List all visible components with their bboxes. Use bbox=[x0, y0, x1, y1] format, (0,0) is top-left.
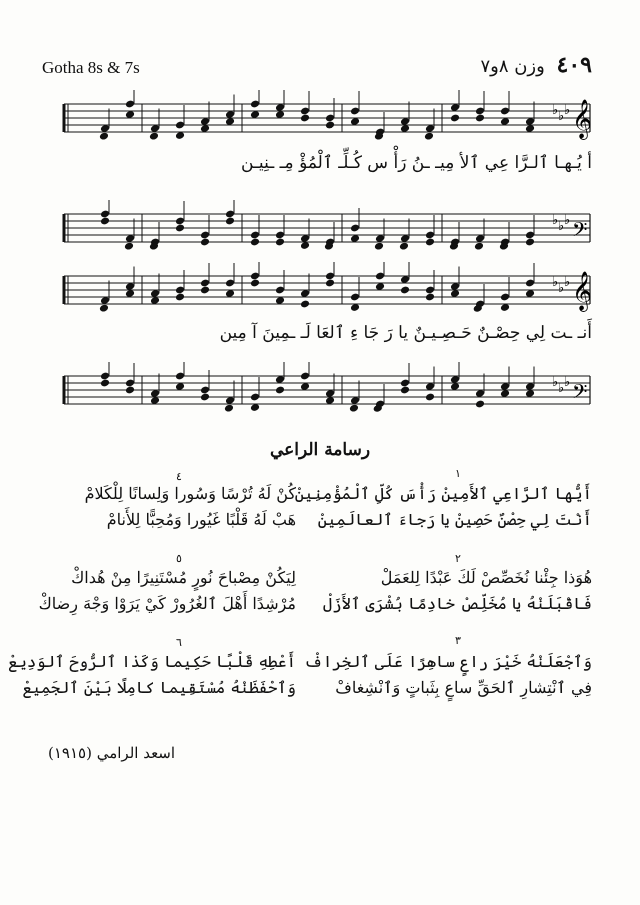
bass-staff-system-2 bbox=[0, 362, 640, 422]
note-head bbox=[400, 286, 410, 295]
verse-number-2: ٢ bbox=[455, 552, 461, 565]
meter-label: وزن ٨و٧ bbox=[480, 56, 545, 77]
note-head bbox=[100, 379, 110, 388]
hymn-title: رسامة الراعي bbox=[269, 440, 371, 460]
note-head bbox=[99, 132, 109, 141]
note-head bbox=[525, 238, 535, 247]
flat-icon: ♭ bbox=[564, 375, 571, 390]
note-head bbox=[100, 217, 110, 226]
note-head bbox=[275, 238, 285, 247]
verse-2-line-1: هُوَذا جِئْنا نُخَصِّصْ لَكَ عَبْدًا لِلعَمَلْ bbox=[380, 568, 592, 587]
page-header bbox=[480, 52, 592, 78]
verse-5-line-2: مُرْشِدًا أَهْلَ ٱلغُرُورْ كَيْ يَرَوْا وَجْهَ رِضاكْ bbox=[38, 594, 296, 613]
bass-clef-icon: 𝄢 bbox=[572, 380, 588, 408]
note-head bbox=[325, 279, 335, 288]
verse-number-4: ٤ bbox=[176, 470, 182, 483]
treble-clef-icon: 𝄞 bbox=[572, 271, 593, 311]
note-head bbox=[425, 393, 435, 402]
note-head bbox=[349, 404, 359, 413]
lyrics-line-1: أ يُـهـا ٱلـرَّا عِي ٱلأ مِيـ ـنُ رَأْ س كُـلِّـ ٱلْمُؤْ مِـ ـنِيـن bbox=[241, 153, 592, 173]
lyrics-line-2: أَنـ ـت لِي حِصْـنٌ حَـصِـيـنٌ يا رَ جَا ءِ ٱلعَا لَـ ـمِينَ آ مِين bbox=[219, 323, 592, 343]
verse-3-line-1: وَٱجْعَلَنْهُ خَيْرَ راعٍ ساهِرًا عَلَى ٱلخِرافْ bbox=[304, 652, 592, 671]
note-head bbox=[175, 293, 185, 302]
verse-4-line-2: هَبْ لَهُ قَلْبًا غَيُورا وَمُحِبًّا لِلأَنامْ bbox=[106, 510, 296, 529]
verse-number-1: ١ bbox=[455, 467, 461, 480]
flat-icon: ♭ bbox=[564, 275, 571, 290]
note-head bbox=[424, 132, 434, 141]
note-head bbox=[300, 114, 310, 123]
note-head bbox=[225, 217, 235, 226]
verse-number-6: ٦ bbox=[176, 636, 182, 649]
bass-clef-icon: 𝄢 bbox=[572, 218, 588, 246]
note-head bbox=[400, 386, 410, 395]
author-credit: اسعد الرامي (١٩١٥) bbox=[48, 744, 176, 762]
note-head bbox=[425, 293, 435, 302]
verse-number-5: ٥ bbox=[176, 552, 182, 565]
verse-6-line-1: أَعْطِهِ قَلْبًا حَكِيما وَكَذا ٱلرُّوحَ ٱلوَدِيعْ bbox=[8, 652, 296, 671]
note-head bbox=[300, 300, 310, 309]
note-head bbox=[200, 393, 210, 402]
note-head bbox=[425, 238, 435, 247]
tune-name: Gotha 8s & 7s bbox=[42, 58, 140, 77]
note-head bbox=[474, 242, 484, 251]
flat-icon: ♭ bbox=[558, 381, 565, 396]
verse-1-line-1: أَيُّها ٱلرَّاعِي ٱلأَمِينْ رَأْسَ كُلِّ ٱلْمُؤْمِنِينْ bbox=[294, 484, 592, 503]
note-head bbox=[275, 386, 285, 395]
flat-icon: ♭ bbox=[552, 275, 559, 290]
note-head bbox=[175, 224, 185, 233]
note-head bbox=[200, 238, 210, 247]
verse-3-line-2: فِي ٱنْتِشارِ ٱلحَقِّ ساعٍ بِثَباتٍ وَٱنْشِغافْ bbox=[335, 678, 592, 697]
note-head bbox=[450, 114, 460, 123]
treble-staff-system-2 bbox=[0, 262, 640, 322]
verse-5-line-1: لِيَكُنْ مِصْباحَ نُورٍ مُسْتَنِيرًا مِنْ هُداكْ bbox=[71, 568, 296, 587]
note-head bbox=[475, 400, 485, 409]
verse-2-line-2: فَاقْبَلَنْهُ يا مُخَلِّصْ خادِمًا بُشْرَى ٱلأَزَلْ bbox=[322, 594, 592, 613]
flat-icon: ♭ bbox=[564, 213, 571, 228]
note-head bbox=[99, 304, 109, 313]
bass-staff-system-1 bbox=[0, 200, 640, 260]
flat-icon: ♭ bbox=[552, 375, 559, 390]
verse-1-line-2: أَنْتَ لِي حِصْنٌ حَصِينْ يا رَجاءَ ٱلعالَمِينْ bbox=[317, 510, 592, 529]
treble-clef-icon: 𝄞 bbox=[572, 99, 593, 139]
flat-icon: ♭ bbox=[564, 103, 571, 118]
verse-number-3: ٣ bbox=[455, 634, 461, 647]
flat-icon: ♭ bbox=[558, 281, 565, 296]
flat-icon: ♭ bbox=[558, 219, 565, 234]
note-head bbox=[250, 238, 260, 247]
verse-4-line-1: كُنْ لَهُ تُرْسًا وَسُورا وَلِسانًا لِلْكَلامْ bbox=[84, 484, 296, 503]
verse-6-line-2: وَٱحْفَظَنْهُ مُسْتَقِيما كامِلًا بَيْنَ ٱلجَمِيعْ bbox=[22, 678, 296, 697]
note-head bbox=[374, 242, 384, 251]
note-head bbox=[125, 386, 135, 395]
flat-icon: ♭ bbox=[552, 103, 559, 118]
note-head bbox=[200, 286, 210, 295]
note-head bbox=[475, 114, 485, 123]
note-head bbox=[124, 242, 134, 251]
treble-staff-system-1 bbox=[0, 90, 640, 150]
note-head bbox=[149, 132, 159, 141]
flat-icon: ♭ bbox=[552, 213, 559, 228]
note-head bbox=[325, 121, 335, 130]
flat-icon: ♭ bbox=[558, 109, 565, 124]
note-head bbox=[250, 279, 260, 288]
note-head bbox=[224, 404, 234, 413]
note-head bbox=[399, 242, 409, 251]
page-number: ٤٠٩ bbox=[556, 52, 592, 78]
